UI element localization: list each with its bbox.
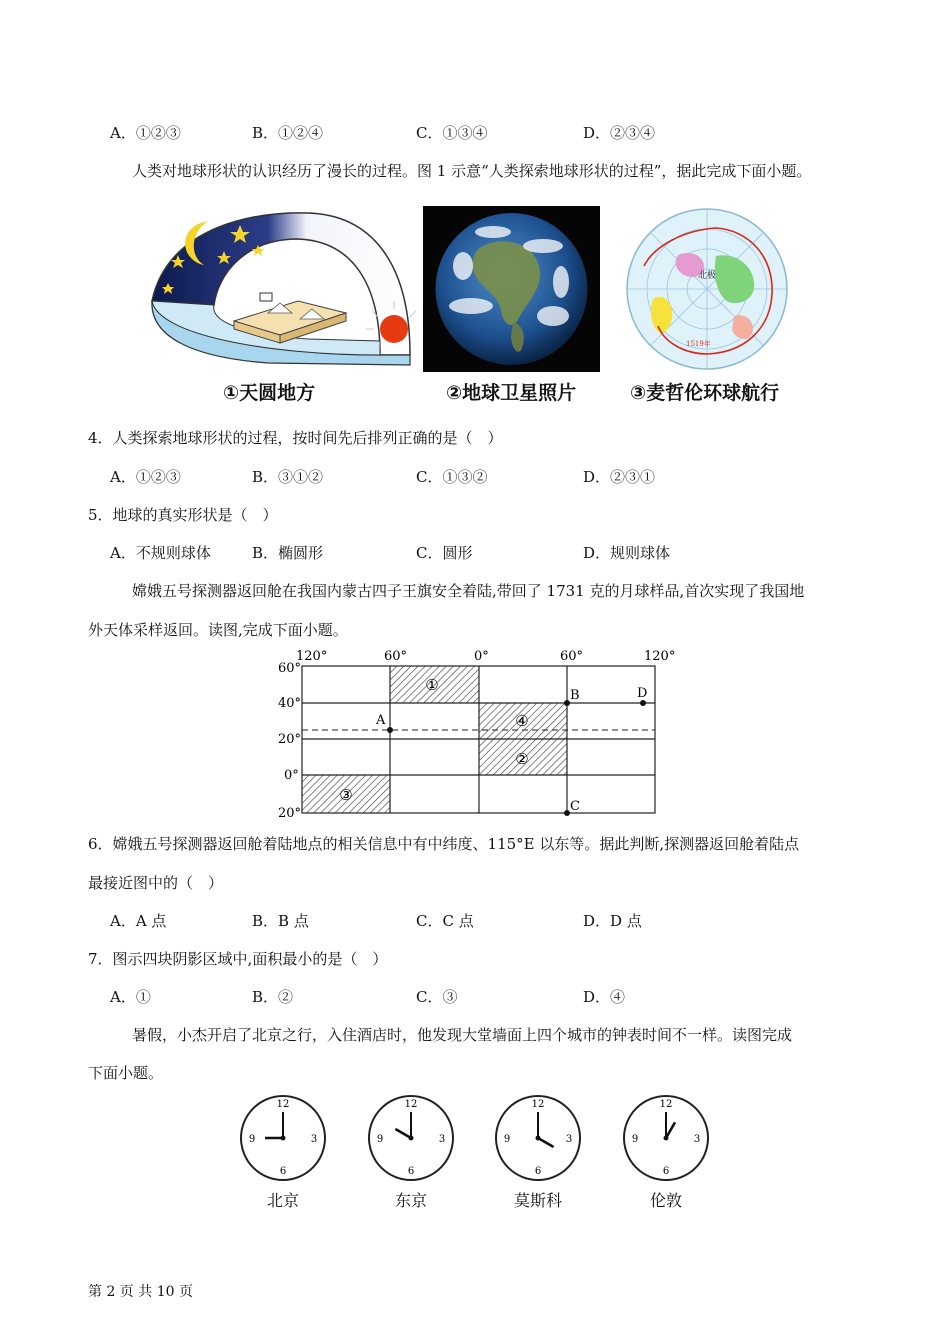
clock-number: 9 [248, 1134, 256, 1145]
clock-number: 12 [659, 1099, 673, 1110]
q4-option-c: C．①③② [416, 468, 488, 486]
intro-paragraph-2-line1: 嫦娥五号探测器返回舱在我国内蒙古四子王旗安全着陆,带回了 1731 克的月球样品,首次实现了我国地 [132, 582, 805, 600]
option-d: D．②③④ [583, 124, 656, 142]
q7-option-c: C．③ [416, 988, 458, 1006]
question-7-stem: 7．图示四块阴影区域中,面积最小的是（ ） [88, 950, 388, 968]
region-3-label: ③ [339, 786, 353, 804]
point-b-label: B [570, 688, 580, 703]
q4-option-a: A．①②③ [110, 468, 181, 486]
left-label-20n: 20° [278, 732, 302, 747]
q7-option-b: B．② [252, 988, 294, 1006]
q4-option-d: D．②③① [583, 468, 656, 486]
q5-option-c: C．圆形 [416, 544, 473, 562]
region-2-label: ② [515, 750, 529, 768]
left-label-40n: 40° [278, 696, 302, 711]
top-label-60e: 60° [560, 649, 584, 664]
clock-center-moscow [536, 1136, 541, 1141]
round-sky-square-earth-image [148, 205, 416, 377]
clock-number: 9 [503, 1134, 511, 1145]
q7-option-d: D．④ [583, 988, 626, 1006]
question-6-line2: 最接近图中的（ ） [88, 874, 224, 892]
q6-option-b: B．B 点 [252, 912, 309, 930]
region-4-label: ④ [515, 712, 529, 730]
clock-label-beijing: 北京 [266, 1191, 299, 1210]
point-c-label: C [570, 799, 580, 814]
clock-number: 6 [279, 1166, 287, 1177]
q5-option-d: D．规则球体 [583, 544, 671, 562]
q4-option-b: B．③①② [252, 468, 324, 486]
clock-center-london [664, 1136, 669, 1141]
city-clocks [236, 1094, 716, 1186]
top-label-0: 0° [474, 649, 489, 664]
left-label-0: 0° [284, 768, 299, 783]
page-footer: 第 2 页 共 10 页 [88, 1284, 193, 1300]
left-label-20s: 20° [278, 806, 302, 821]
clock-number: 9 [376, 1134, 384, 1145]
region-1-label: ① [425, 676, 439, 694]
clock-number: 12 [276, 1099, 290, 1110]
question-4-stem: 4．人类探索地球形状的过程，按时间先后排列正确的是（ ） [88, 429, 503, 447]
clock-number: 6 [534, 1166, 542, 1177]
left-label-60n: 60° [278, 661, 302, 676]
q6-option-d: D．D 点 [583, 912, 642, 930]
caption-figure-1: ①天圆地方 [223, 382, 316, 404]
caption-figure-3: ③麦哲伦环球航行 [630, 382, 780, 404]
lat-lon-grid-figure [270, 644, 680, 824]
clock-label-london: 伦敦 [649, 1191, 682, 1210]
option-c: C．①③④ [416, 124, 488, 142]
magellan-voyage-map [624, 206, 790, 372]
point-d-label: D [637, 686, 648, 701]
year-label: 1519年 [686, 340, 711, 348]
q6-option-c: C．C 点 [416, 912, 474, 930]
clock-number: 12 [531, 1099, 545, 1110]
clock-number: 9 [631, 1134, 639, 1145]
intro-paragraph-3-line2: 下面小题。 [88, 1064, 164, 1082]
top-label-60w: 60° [384, 649, 408, 664]
clock-number: 3 [565, 1134, 573, 1145]
clock-number: 6 [662, 1166, 670, 1177]
intro-paragraph-3-line1: 暑假，小杰开启了北京之行，入住酒店时，他发现大堂墙面上四个城市的钟表时间不一样。读图完成 [132, 1026, 793, 1044]
q5-option-a: A．不规则球体 [110, 544, 211, 562]
clock-center-tokyo [409, 1136, 414, 1141]
clock-number: 12 [404, 1099, 418, 1110]
intro-paragraph-1: 人类对地球形状的认识经历了漫长的过程。图 1 示意“人类探索地球形状的过程”，据此完成下面小题。 [132, 162, 812, 180]
option-b: B．①②④ [252, 124, 324, 142]
top-label-120e: 120° [644, 649, 676, 664]
clock-center-beijing [281, 1136, 286, 1141]
clock-label-tokyo: 东京 [394, 1191, 427, 1210]
q5-option-b: B．椭圆形 [252, 544, 324, 562]
clock-number: 3 [438, 1134, 446, 1145]
point-a-label: A [376, 713, 386, 728]
north-pole-label: 北极 [697, 271, 717, 281]
clock-number: 3 [693, 1134, 701, 1145]
question-5-stem: 5．地球的真实形状是（ ） [88, 506, 278, 524]
q7-option-a: A．① [110, 988, 151, 1006]
caption-figure-2: ②地球卫星照片 [446, 382, 577, 404]
intro-paragraph-2-line2: 外天体采样返回。读图,完成下面小题。 [88, 621, 348, 639]
clock-label-moscow: 莫斯科 [513, 1191, 562, 1210]
clock-number: 6 [407, 1166, 415, 1177]
clock-number: 3 [310, 1134, 318, 1145]
q6-option-a: A．A 点 [110, 912, 167, 930]
top-label-120w: 120° [296, 649, 328, 664]
point-a-marker [387, 727, 393, 733]
earth-satellite-photo [423, 206, 600, 372]
option-a: A．①②③ [110, 124, 181, 142]
question-6-line1: 6．嫦娥五号探测器返回舱着陆地点的相关信息中有中纬度、115°E 以东等。据此判断,探测器返回舱着陆点 [88, 835, 800, 853]
